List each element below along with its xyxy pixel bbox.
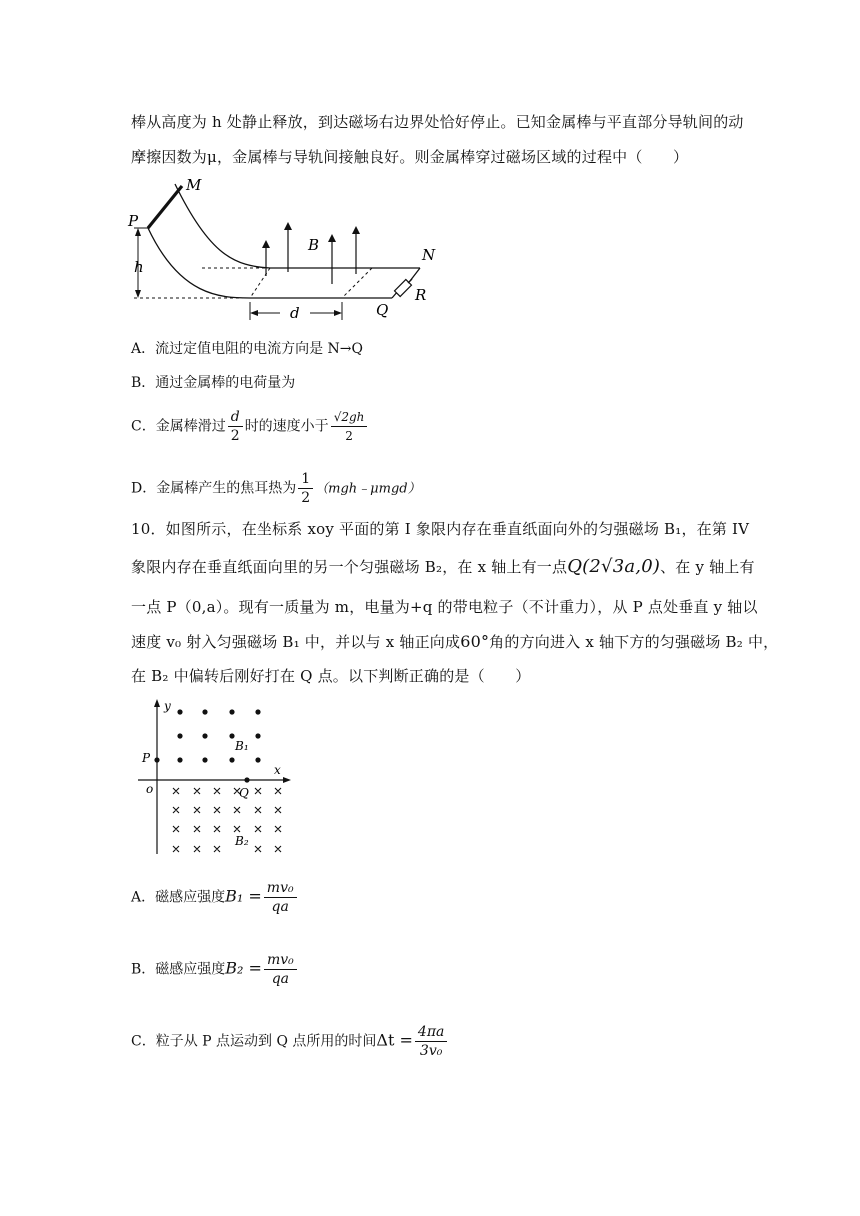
label-x: x [274, 763, 281, 777]
q9-option-b: B．通过金属棒的电荷量为 [131, 375, 296, 391]
q10-text-line1: 10．如图所示，在坐标系 xoy 平面的第 I 象限内存在垂直纸面向外的匀强磁场 B₁，在第 IV [131, 520, 750, 538]
c-frac2-num: √2gh [331, 408, 368, 427]
d-frac-den: 2 [301, 490, 311, 506]
b2-field-crosses [173, 788, 281, 852]
q10-figure [136, 696, 296, 861]
b1-field-dots [177, 709, 260, 762]
q10-option-a: A．磁感应强度B₁ = $\frac{\text{mv₀}}{qa}$ [131, 879, 299, 916]
label-B: B [308, 236, 320, 254]
a-den: qa [271, 899, 289, 915]
b-den: qa [271, 971, 290, 987]
q9-text-line1: 棒从高度为 h 处静止释放，到达磁场右边界处恰好停止。已知金属棒与平直部分导轨间的动 [131, 113, 744, 131]
q9-option-d: D．金属棒产生的焦耳热为 $\frac{1}{2}$ （mgh﹣μmgd） [131, 471, 421, 506]
q9-text-line2: 摩擦因数为μ，金属棒与导轨间接触良好。则金属棒穿过磁场区域的过程中（ ） [131, 148, 689, 166]
d-frac-num: 1 [298, 470, 313, 489]
c-den: 3v₀ [419, 1043, 443, 1059]
label-h: h [134, 258, 144, 276]
label-Q: Q [376, 301, 389, 319]
q9-figure [120, 176, 450, 326]
label-P: P [128, 212, 139, 230]
q10-option-b: B．磁感应强度B₂ = $\frac{\text{mv₀}}{qa}$ [131, 951, 299, 988]
q10-text-line2: 象限内存在垂直纸面向里的另一个匀强磁场 B₂，在 x 轴上有一点Q(2√3a,0)、在 y 轴上有 [131, 556, 755, 577]
label-N: N [422, 246, 436, 264]
q10-text-line4: 速度 v₀ 射入匀强磁场 B₁ 中，并以与 x 轴正向成60°角的方向进入 x 轴下方的匀强磁场 B₂ 中， [131, 632, 779, 651]
q10-text-line5: 在 B₂ 中偏转后刚好打在 Q 点。以下判断正确的是（ ） [131, 667, 531, 685]
label-P2: P [142, 751, 151, 765]
b-num: mv₀ [264, 951, 297, 970]
label-d: d [290, 304, 300, 322]
c-frac2-den: 2 [345, 429, 353, 443]
label-B1: B₁ [235, 739, 249, 753]
label-y: y [164, 699, 171, 713]
label-o: o [146, 782, 154, 796]
q10-option-c: C．粒子从 P 点运动到 Q 点所用的时间Δt = $\frac{4\pi a}{\text{3v₀}}$ [131, 1023, 449, 1060]
c-frac-den: 2 [230, 428, 240, 444]
label-M: M [186, 176, 202, 194]
q9-option-c: C．金属棒滑过 $\frac{d}{2}$ 时的速度小于 $\frac{√2gh}{2}$ [131, 408, 369, 445]
q9-option-a: A．流过定值电阻的电流方向是 N→Q [131, 341, 364, 357]
label-Q2: Q [239, 786, 249, 800]
label-R: R [415, 286, 427, 304]
c-num: 4πa [415, 1023, 447, 1042]
label-B2: B₂ [235, 834, 249, 848]
q10-text-line3: 一点 P（0,a）。现有一质量为 m，电量为+q 的带电粒子（不计重力），从 P 点处垂直 y 轴以 [131, 598, 758, 616]
a-num: mv₀ [264, 879, 297, 898]
c-frac-num: d [228, 408, 243, 427]
q10-point-q: Q(2√3a,0) [567, 556, 661, 577]
